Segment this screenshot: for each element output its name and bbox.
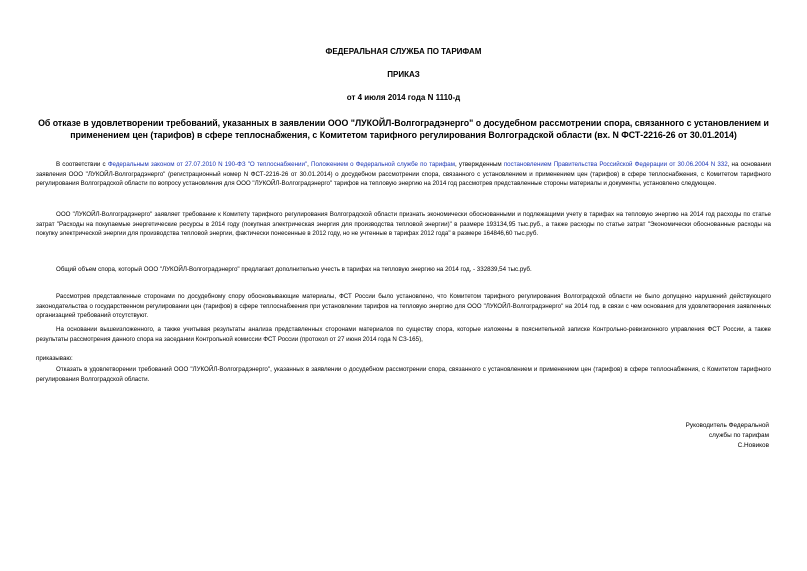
signature-block <box>609 421 769 450</box>
paragraph-1 <box>36 160 771 189</box>
p1-text-1: В соответствии с <box>56 161 108 168</box>
link-government-decree[interactable]: постановлением Правительства Российской Федерации от 30.06.2004 N 332 <box>503 161 728 168</box>
link-federal-law[interactable]: Федеральным законом от 27.07.2010 N 190-ФЗ "О теплоснабжении" <box>107 161 308 168</box>
paragraph-2: ООО "ЛУКОЙЛ-Волгоградэнерго" заявляет требование к Комитету тарифного регулирования Волгоградской области признать экономически обоснованными и подлежащими учету в тарифах на тепловую энергию на 2014 год расходы по статье затрат "Расходы на покупаемые энергетические ресурсы в 2014 году (покупная электрическая энергия для производства тепловой энергии)" в размере 193134,95 тыс.руб., а также расходы по статье затрат "Экономически обоснованные расходы на покупку электрической энергии для производства тепловой энергии, фактически понесенные в 2012 году, но не учтенные в тарифах 2012 года" в размере 164846,60 тыс.руб. <box>36 211 771 238</box>
paragraph-7: Отказать в удовлетворении требований ООО "ЛУКОЙЛ-Волгоградэнерго", указанных в заявлении о досудебном рассмотрении спора, связанного с установлением и применением цен (тарифов) в сфере теплоснабжения, с Комитетом тарифного регулирования Волгоградской области. <box>36 366 771 383</box>
agency-heading: ФЕДЕРАЛЬНАЯ СЛУЖБА ПО ТАРИФАМ <box>325 47 482 56</box>
paragraph-4: Рассмотрев представленные сторонами по досудебному спору обосновывающие материалы, ФСТ России было установлено, что Комитетом тарифного регулирования Волгоградской области не было допущено нарушений действующего законодательства о государственном регулировании цен (тарифов) в сфере теплоснабжения при установлении тарифов на тепловую энергию для ООО "ЛУКОЙЛ-Волгоградэнерго" на 2014 год, в связи с чем основания для удовлетворения заявленных организацией требований отсутствуют. <box>36 293 771 320</box>
paragraph-3: Общий объем спора, который ООО "ЛУКОЙЛ-Волгоградэнерго" предлагает дополнительно учесть в тарифах на тепловую энергию на 2014 год, - 332839,54 тыс.руб. <box>56 266 532 273</box>
signature-line-2: службы по тарифам <box>708 431 769 439</box>
paragraph-order: приказываю: <box>36 355 73 362</box>
p1-text-2: , <box>307 161 311 168</box>
document-title: Об отказе в удовлетворении требований, указанных в заявлении ООО "ЛУКОЙЛ-Волгоградэнерго" о досудебном рассмотрении спора, связанного с установлением и применением цен (тарифов) в сфере теплоснабжения, с Комитетом тарифного регулирования Волгоградской области (вх. N ФСТ-2216-26 от 30.01.2014) <box>38 118 769 140</box>
p1-text-3: , утвержденным <box>455 161 504 168</box>
doc-date-number: от 4 июля 2014 года N 1110-д <box>346 93 461 102</box>
paragraph-5: На основании вышеизложенного, а также учитывая результаты анализа представленных сторонами материалов по существу спора, которые изложены в пояснительной записке Контрольно-ревизионного управления ФСТ России, а также результаты рассмотрения данного спора на заседании Контрольной комиссии ФСТ России (протокол от 27 июня 2014 года N СЗ-165), <box>36 326 771 343</box>
signature-name: С.Новиков <box>737 441 769 449</box>
p1-text-4: , на основании заявления ООО "ЛУКОЙЛ-Волгоградэнерго" (регистрационный номер N ФСТ-2216-26 от 30.01.2014) о досудебном рассмотрении спора, связанного с установлением и применением цен (тарифов) в сфере теплоснабжения, с Комитетом тарифного регулирования Волгоградской области по вопросу установления для ООО "ЛУКОЙЛ-Волгоградэнерго" тарифов на тепловую энергию на 2014 год рассмотрев представленные стороны материалы и документы, установлено следующее. <box>36 161 771 188</box>
link-fst-regulation[interactable]: Положением о Федеральной службе по тарифам <box>311 161 455 168</box>
doc-type-heading: ПРИКАЗ <box>387 70 420 79</box>
signature-line-1: Руководитель Федеральной <box>685 422 769 429</box>
